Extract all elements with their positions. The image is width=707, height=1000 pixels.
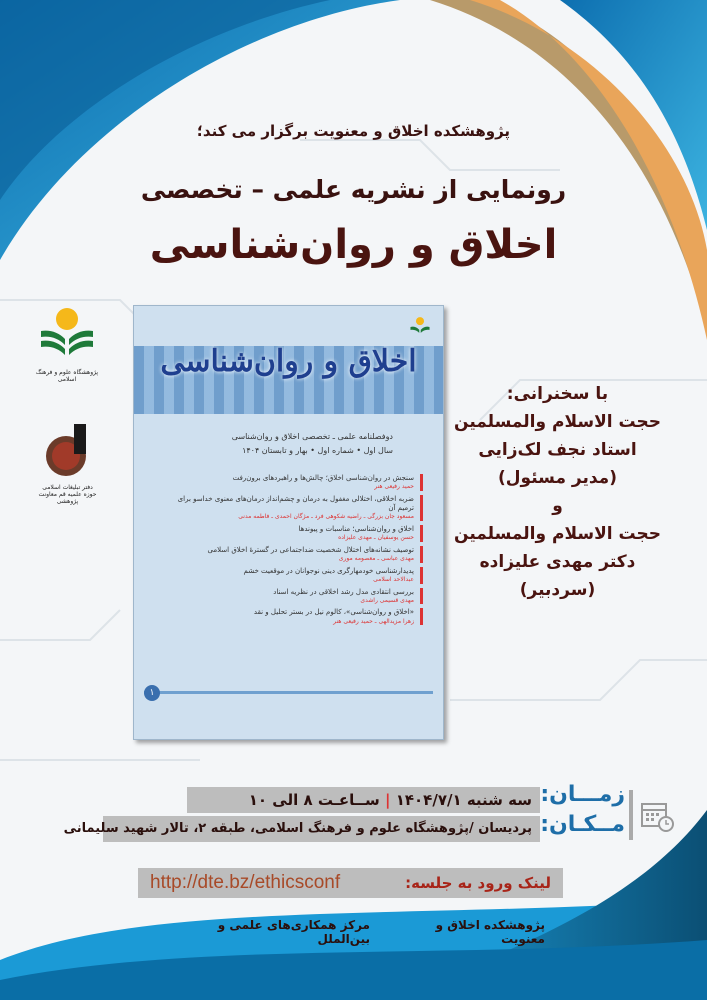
globe-emblem-icon [40,420,95,480]
logo-caption: پژوهشگاه علوم و فرهنگ اسلامی [35,369,99,383]
speakers-block [445,380,670,604]
toc-item [173,474,423,491]
link-bar [138,868,563,898]
calendar-clock-icon [640,800,676,834]
toc-item [173,588,423,605]
speakers-heading: با سخنرانی: [506,384,609,404]
toc-authors: مهدی قسیمی راشدی [360,596,414,604]
cover-journal-subtitle: دوفصلنامه علمی ـ تخصصی اخلاق و روان‌شناسی [231,432,393,441]
toc-authors: عبدالاحد اسلامی [373,575,414,583]
speaker-line: (سردبیر) [519,580,596,600]
cover-bottom-line [144,691,433,694]
logo-islamic-research-institute [32,305,102,383]
cover-journal-meta: سال اول • شماره اول • بهار و تابستان ۱۴۰۴ [242,446,393,455]
toc-title: ضربه اخلاقی، اختلالی مغفول به درمان و چشم‌انداز درمان‌های معنوی خداسو برای ترمیم آن [177,494,414,512]
speaker-line: و [552,496,563,516]
toc-item [173,546,423,563]
cover-journal-title: اخلاق و روان‌شناسی [160,344,417,379]
speaker-line: (مدیر مسئول) [498,468,617,488]
toc-item [173,495,423,521]
place-bar [63,816,540,842]
toc-title: «اخلاق و روان‌شناسی»، کالوم نیل در بستر تحلیل و نقد [253,608,414,617]
session-link[interactable]: http://dte.bz/ethicsconf [150,872,341,893]
toc-item [173,567,423,584]
toc-title: سنجش در روان‌شناسی اخلاق؛ چالش‌ها و راهبردهای برون‌رفت [232,474,414,482]
logo-caption: دفتر تبلیغات اسلامی حوزه علمیه قم معاونت پژوهشی [38,484,97,505]
time-bar [187,787,540,813]
book-sun-logo-icon [37,305,97,365]
toc-item [173,525,423,542]
cover-issue-number: ۱ [144,685,160,701]
link-label: لینک ورود به جلسه: [405,874,551,892]
speaker-line: استاد نجف لک‌زایی [478,440,637,460]
event-subtitle: رونمایی از نشریه علمی – تخصصی [140,175,567,204]
toc-authors: مسعود جان بزرگی ـ راضیه شکوهی فرد ـ مژگان احمدی ـ فاطمه مدنی [238,513,414,521]
toc-title: بررسی انتقادی مدل رشد اخلاقی در نظریه اسناد [273,587,414,596]
speaker-line: حجت الاسلام والمسلمین [454,412,661,432]
organizer-text: پژوهشکده اخلاق و معنویت برگزار می کند؛ [196,122,511,140]
cover-logo-icon [409,316,431,338]
toc-authors: حسن یوسفیان ـ مهدی علیزاده [338,533,414,541]
time-label: زمـــان: [540,782,625,807]
toc-authors: مهدی عباسی ـ معصومه موری [338,554,414,562]
cover-table-of-contents [173,474,423,629]
toc-item [173,608,423,625]
journal-title: اخلاق و روان‌شناسی [149,222,558,268]
toc-title: اخلاق و روان‌شناسی؛ مناسبات و پیوندها [298,524,414,533]
divider [629,790,633,840]
logo-islamic-propagation-office [35,420,100,505]
time-hours: ســاعـت ۸ الی ۱۰ [248,791,380,809]
speaker-line: دکتر مهدی علیزاده [479,552,636,572]
place-value: پردیسان /پژوهشگاه علوم و فرهنگ اسلامی، طبقه ۲، تالار شهید سلیمانی [63,821,532,836]
toc-authors: حمید رفیعی هنر [374,483,414,491]
speaker-line: حجت الاسلام والمسلمین [454,524,661,544]
toc-title: توصیف نشانه‌های اختلال شخصیت ضداجتماعی در گسترهٔ اخلاق اسلامی [207,545,414,554]
toc-authors: زهرا مزیدالهی ـ حمید رفیعی هنر [333,617,414,625]
time-separator: | [385,791,391,809]
footer-international-center: مرکز همکاری‌های علمی و بین‌الملل [217,918,370,946]
place-label: مــکـان: [540,812,625,837]
journal-cover-image [133,305,444,740]
toc-title: پدیدارشناسی خودمهارگری دینی نوجوانان در موقعیت خشم [243,566,414,575]
time-date: سه شنبه ۱۴۰۴/۷/۱ [395,791,532,809]
footer-institute: پژوهشکده اخلاق و معنویت [435,918,545,946]
